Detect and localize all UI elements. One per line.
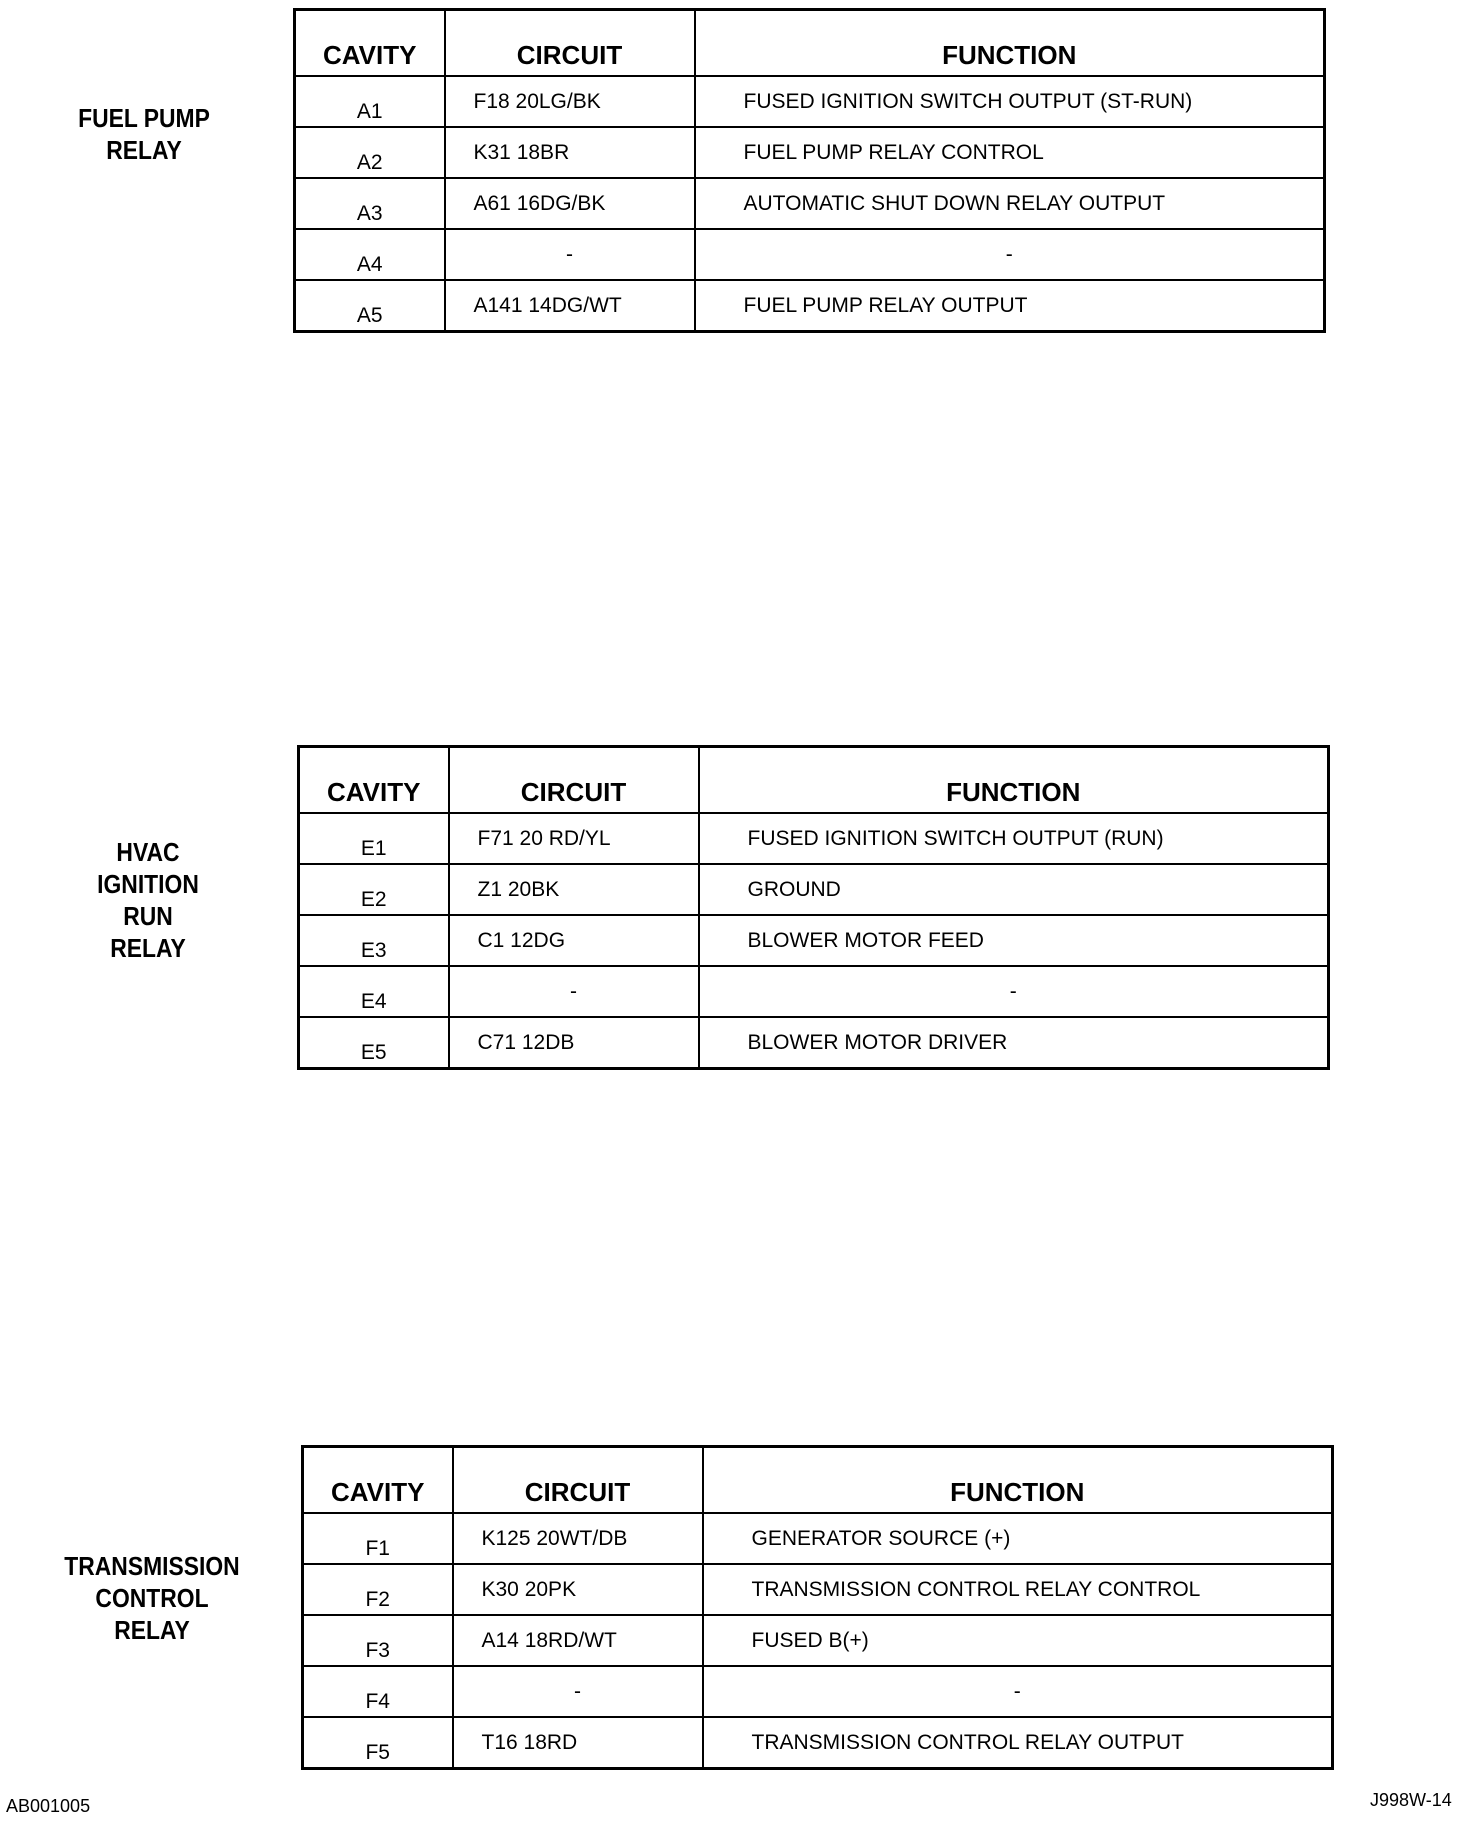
table-row (299, 1017, 1329, 1069)
function-cell: FUSED IGNITION SWITCH OUTPUT (RUN) (699, 813, 1329, 864)
circuit-cell: A141 14DG/WT (445, 280, 695, 332)
circuit-cell: A14 18RD/WT (453, 1615, 703, 1666)
table-row (295, 76, 1325, 127)
function-cell: FUEL PUMP RELAY CONTROL (695, 127, 1325, 178)
fuel-pump-relay-table (293, 8, 1326, 333)
cavity-cell: F4 (303, 1666, 453, 1717)
cavity-cell: E2 (299, 864, 449, 915)
circuit-cell: F18 20LG/BK (445, 76, 695, 127)
table-row (295, 229, 1325, 280)
table-row (295, 178, 1325, 229)
table-header-row (295, 10, 1325, 77)
cavity-cell: F5 (303, 1717, 453, 1769)
function-cell: TRANSMISSION CONTROL RELAY CONTROL (703, 1564, 1333, 1615)
circuit-header: CIRCUIT (453, 1447, 703, 1514)
circuit-cell: K125 20WT/DB (453, 1513, 703, 1564)
transmission-control-relay-label (38, 1550, 267, 1646)
circuit-cell: F71 20 RD/YL (449, 813, 699, 864)
cavity-cell: A3 (295, 178, 445, 229)
table-row (299, 966, 1329, 1017)
function-cell: - (695, 229, 1325, 280)
cavity-cell: E5 (299, 1017, 449, 1069)
table-row (303, 1666, 1333, 1717)
cavity-cell: E4 (299, 966, 449, 1017)
cavity-header: CAVITY (299, 747, 449, 814)
hvac-ignition-run-relay-table (297, 745, 1330, 1070)
function-header: FUNCTION (695, 10, 1325, 77)
function-cell: FUSED IGNITION SWITCH OUTPUT (ST-RUN) (695, 76, 1325, 127)
circuit-cell: T16 18RD (453, 1717, 703, 1769)
function-cell: FUEL PUMP RELAY OUTPUT (695, 280, 1325, 332)
label-line: RUN (123, 901, 173, 931)
figure-id-right: J998W-14 (1370, 1790, 1452, 1810)
label-line: IGNITION (97, 869, 199, 899)
circuit-cell: C71 12DB (449, 1017, 699, 1069)
label-line: FUEL PUMP (78, 103, 210, 133)
cavity-cell: A1 (295, 76, 445, 127)
cavity-cell: F2 (303, 1564, 453, 1615)
table-header-row (303, 1447, 1333, 1514)
cavity-cell: E3 (299, 915, 449, 966)
hvac-ignition-run-relay-label (34, 836, 263, 964)
cavity-header: CAVITY (295, 10, 445, 77)
cavity-cell: F1 (303, 1513, 453, 1564)
fuel-pump-relay-label (30, 102, 259, 166)
circuit-cell: K30 20PK (453, 1564, 703, 1615)
label-line: CONTROL (95, 1583, 209, 1613)
cavity-cell: A2 (295, 127, 445, 178)
function-cell: - (703, 1666, 1333, 1717)
circuit-cell: K31 18BR (445, 127, 695, 178)
circuit-cell: Z1 20BK (449, 864, 699, 915)
function-cell: AUTOMATIC SHUT DOWN RELAY OUTPUT (695, 178, 1325, 229)
circuit-cell: - (445, 229, 695, 280)
function-cell: FUSED B(+) (703, 1615, 1333, 1666)
label-line: RELAY (110, 933, 186, 963)
table-row (303, 1615, 1333, 1666)
label-line: HVAC (116, 837, 180, 867)
function-cell: GROUND (699, 864, 1329, 915)
circuit-header: CIRCUIT (449, 747, 699, 814)
cavity-cell: E1 (299, 813, 449, 864)
function-cell: BLOWER MOTOR FEED (699, 915, 1329, 966)
label-line: RELAY (106, 135, 182, 165)
table-row (299, 813, 1329, 864)
cavity-cell: F3 (303, 1615, 453, 1666)
table-row (299, 915, 1329, 966)
circuit-header: CIRCUIT (445, 10, 695, 77)
table-row (295, 127, 1325, 178)
function-header: FUNCTION (703, 1447, 1333, 1514)
function-cell: GENERATOR SOURCE (+) (703, 1513, 1333, 1564)
table-row (303, 1564, 1333, 1615)
function-cell: TRANSMISSION CONTROL RELAY OUTPUT (703, 1717, 1333, 1769)
circuit-cell: - (453, 1666, 703, 1717)
function-header: FUNCTION (699, 747, 1329, 814)
circuit-cell: - (449, 966, 699, 1017)
table-row (295, 280, 1325, 332)
table-row (303, 1717, 1333, 1769)
function-cell: - (699, 966, 1329, 1017)
circuit-cell: A61 16DG/BK (445, 178, 695, 229)
label-line: TRANSMISSION (64, 1551, 240, 1581)
cavity-cell: A5 (295, 280, 445, 332)
circuit-cell: C1 12DG (449, 915, 699, 966)
table-row (303, 1513, 1333, 1564)
cavity-cell: A4 (295, 229, 445, 280)
table-row (299, 864, 1329, 915)
table-header-row (299, 747, 1329, 814)
label-line: RELAY (114, 1615, 190, 1645)
function-cell: BLOWER MOTOR DRIVER (699, 1017, 1329, 1069)
cavity-header: CAVITY (303, 1447, 453, 1514)
transmission-control-relay-table (301, 1445, 1334, 1770)
figure-id-left: AB001005 (6, 1796, 91, 1816)
